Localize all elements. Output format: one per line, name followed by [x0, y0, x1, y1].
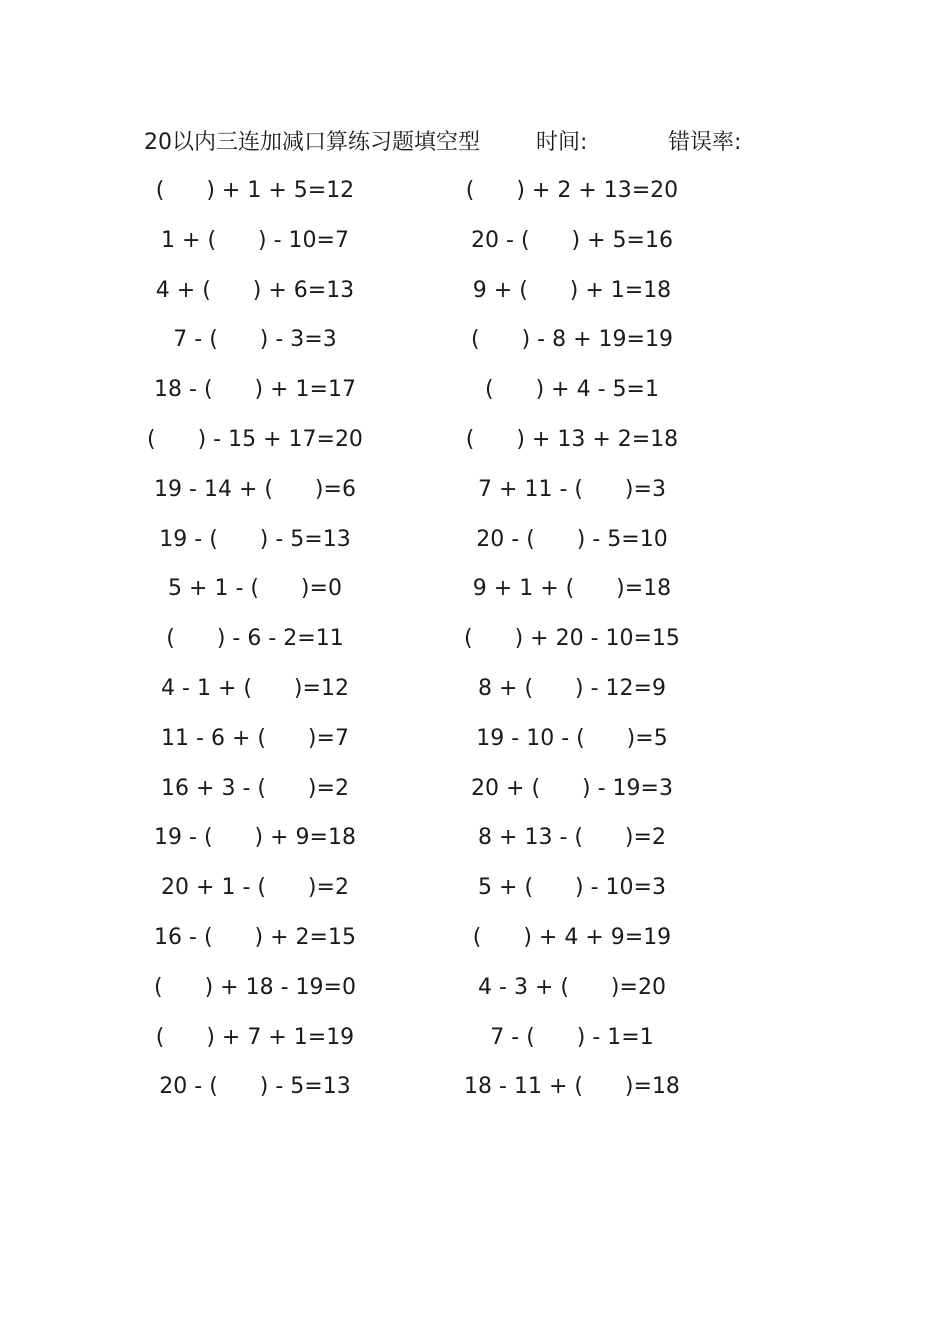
problem-row: 20 + 1 - ( )=2	[161, 875, 349, 901]
problem-row: 18 - ( ) + 1=17	[154, 377, 356, 403]
problem-row: 5 + ( ) - 10=3	[478, 875, 666, 901]
problem-row: 8 + ( ) - 12=9	[478, 675, 666, 701]
problem-row: 20 + ( ) - 19=3	[471, 775, 673, 801]
worksheet-title: 20以内三连加减口算练习题填空型	[144, 130, 480, 155]
problem-row: ( ) + 20 - 10=15	[464, 626, 680, 652]
problem-row: 7 - ( ) - 3=3	[173, 327, 337, 353]
problem-row: ( ) + 4 + 9=19	[472, 924, 672, 950]
problem-row: 20 - ( ) - 5=13	[159, 1074, 351, 1100]
problem-row: 4 - 1 + ( )=12	[161, 675, 349, 701]
problems-left-column	[130, 174, 380, 1120]
problem-row: ( ) + 4 - 5=1	[485, 377, 659, 403]
problem-row: 16 - ( ) + 2=15	[154, 924, 356, 950]
error-rate-label: 错误率:	[668, 130, 742, 155]
problem-row: 16 + 3 - ( )=2	[161, 775, 349, 801]
problem-row: 11 - 6 + ( )=7	[161, 725, 349, 751]
problem-row: 9 + ( ) + 1=18	[472, 277, 672, 303]
problem-row: 9 + 1 + ( )=18	[472, 576, 672, 602]
problem-row: 19 - ( ) + 9=18	[154, 825, 356, 851]
problem-row: 4 - 3 + ( )=20	[478, 974, 666, 1000]
problem-row: ( ) - 6 - 2=11	[166, 626, 344, 652]
problem-row: 7 + 11 - ( )=3	[478, 476, 666, 502]
problem-row: ( ) - 15 + 17=20	[147, 426, 363, 452]
problem-row: 7 - ( ) - 1=1	[490, 1024, 654, 1050]
problem-row: 19 - ( ) - 5=13	[159, 526, 351, 552]
time-label: 时间:	[536, 130, 588, 155]
problem-row: ( ) + 18 - 19=0	[154, 974, 356, 1000]
problem-row: 19 - 14 + ( )=6	[154, 476, 356, 502]
problem-row: 1 + ( ) - 10=7	[161, 227, 349, 253]
problem-row: 19 - 10 - ( )=5	[476, 725, 668, 751]
problems-right-column	[447, 174, 697, 1120]
problem-row: ( ) + 13 + 2=18	[465, 426, 679, 452]
problem-row: ( ) + 7 + 1=19	[155, 1024, 355, 1050]
problem-row: ( ) + 2 + 13=20	[465, 178, 679, 203]
problem-row: 18 - 11 + ( )=18	[464, 1074, 680, 1100]
problem-row: 20 - ( ) - 5=10	[476, 526, 668, 552]
problem-row: ( ) + 1 + 5=12	[155, 178, 355, 203]
problem-row: 4 + ( ) + 6=13	[155, 277, 355, 303]
problem-row: ( ) - 8 + 19=19	[471, 327, 673, 353]
problem-row: 8 + 13 - ( )=2	[478, 825, 666, 851]
problem-row: 20 - ( ) + 5=16	[471, 227, 673, 253]
problem-row: 5 + 1 - ( )=0	[168, 576, 342, 602]
